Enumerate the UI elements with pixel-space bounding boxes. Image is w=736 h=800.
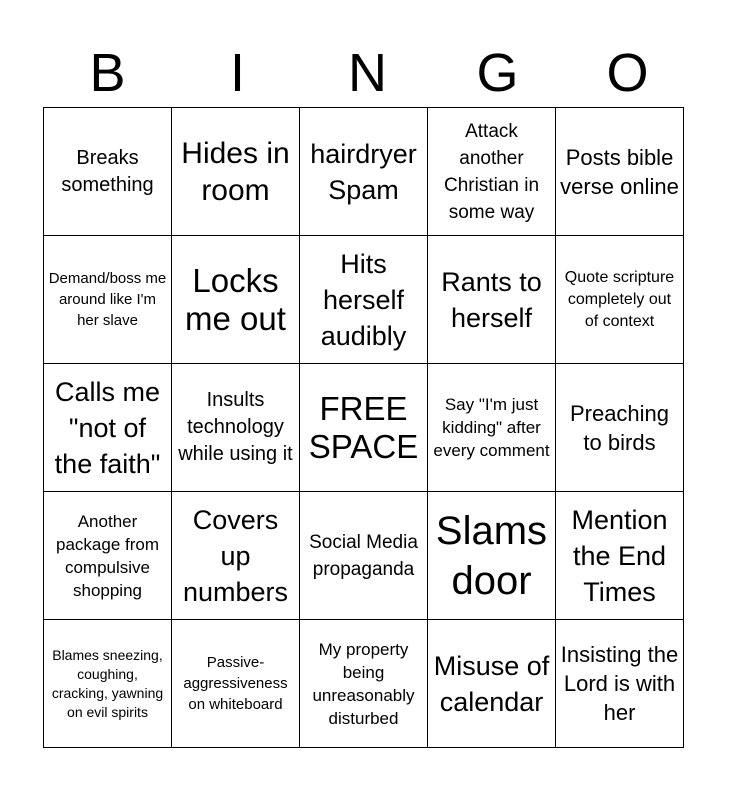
bingo-cell[interactable]: Passive-aggressiveness on whiteboard <box>172 620 300 748</box>
bingo-cell[interactable]: Preaching to birds <box>556 364 684 492</box>
bingo-cell[interactable]: Rants to herself <box>428 236 556 364</box>
header-letter-n: N <box>348 43 388 103</box>
bingo-cell[interactable]: Locks me out <box>172 236 300 364</box>
bingo-cell[interactable]: Slams door <box>428 492 556 620</box>
bingo-cell[interactable]: Demand/boss me around like I'm her slave <box>44 236 172 364</box>
bingo-cell[interactable]: Misuse of calendar <box>428 620 556 748</box>
bingo-cell[interactable]: Hits herself audibly <box>300 236 428 364</box>
bingo-cell[interactable]: Breaks something <box>44 108 172 236</box>
header-letter-g: G <box>476 43 520 103</box>
bingo-cell[interactable]: Posts bible verse online <box>556 108 684 236</box>
header-letter-i: I <box>229 43 246 103</box>
bingo-row <box>44 620 684 748</box>
bingo-cell[interactable]: Mention the End Times <box>556 492 684 620</box>
bingo-row <box>44 364 684 492</box>
bingo-card <box>43 107 684 748</box>
bingo-cell[interactable]: Another package from compulsive shopping <box>44 492 172 620</box>
bingo-cell[interactable]: Say "I'm just kidding" after every comment <box>428 364 556 492</box>
bingo-cell[interactable]: Covers up numbers <box>172 492 300 620</box>
bingo-row <box>44 492 684 620</box>
bingo-cell[interactable]: Insults technology while using it <box>172 364 300 492</box>
bingo-cell[interactable]: My property being unreasonably disturbed <box>300 620 428 748</box>
bingo-row <box>44 108 684 236</box>
bingo-cell[interactable]: Quote scripture completely out of context <box>556 236 684 364</box>
bingo-cell-free-space[interactable]: FREE SPACE <box>300 364 428 492</box>
bingo-cell[interactable]: Hides in room <box>172 108 300 236</box>
bingo-row <box>44 236 684 364</box>
header-letter-b: B <box>89 43 127 103</box>
bingo-cell[interactable]: Calls me "not of the faith" <box>44 364 172 492</box>
bingo-header <box>43 40 693 106</box>
header-letter-o: O <box>606 43 650 103</box>
bingo-cell[interactable]: Attack another Christian in some way <box>428 108 556 236</box>
bingo-cell[interactable]: Insisting the Lord is with her <box>556 620 684 748</box>
bingo-cell[interactable]: Blames sneezing, coughing, cracking, yawning on evil spirits <box>44 620 172 748</box>
bingo-cell[interactable]: hairdryer Spam <box>300 108 428 236</box>
bingo-cell[interactable]: Social Media propaganda <box>300 492 428 620</box>
